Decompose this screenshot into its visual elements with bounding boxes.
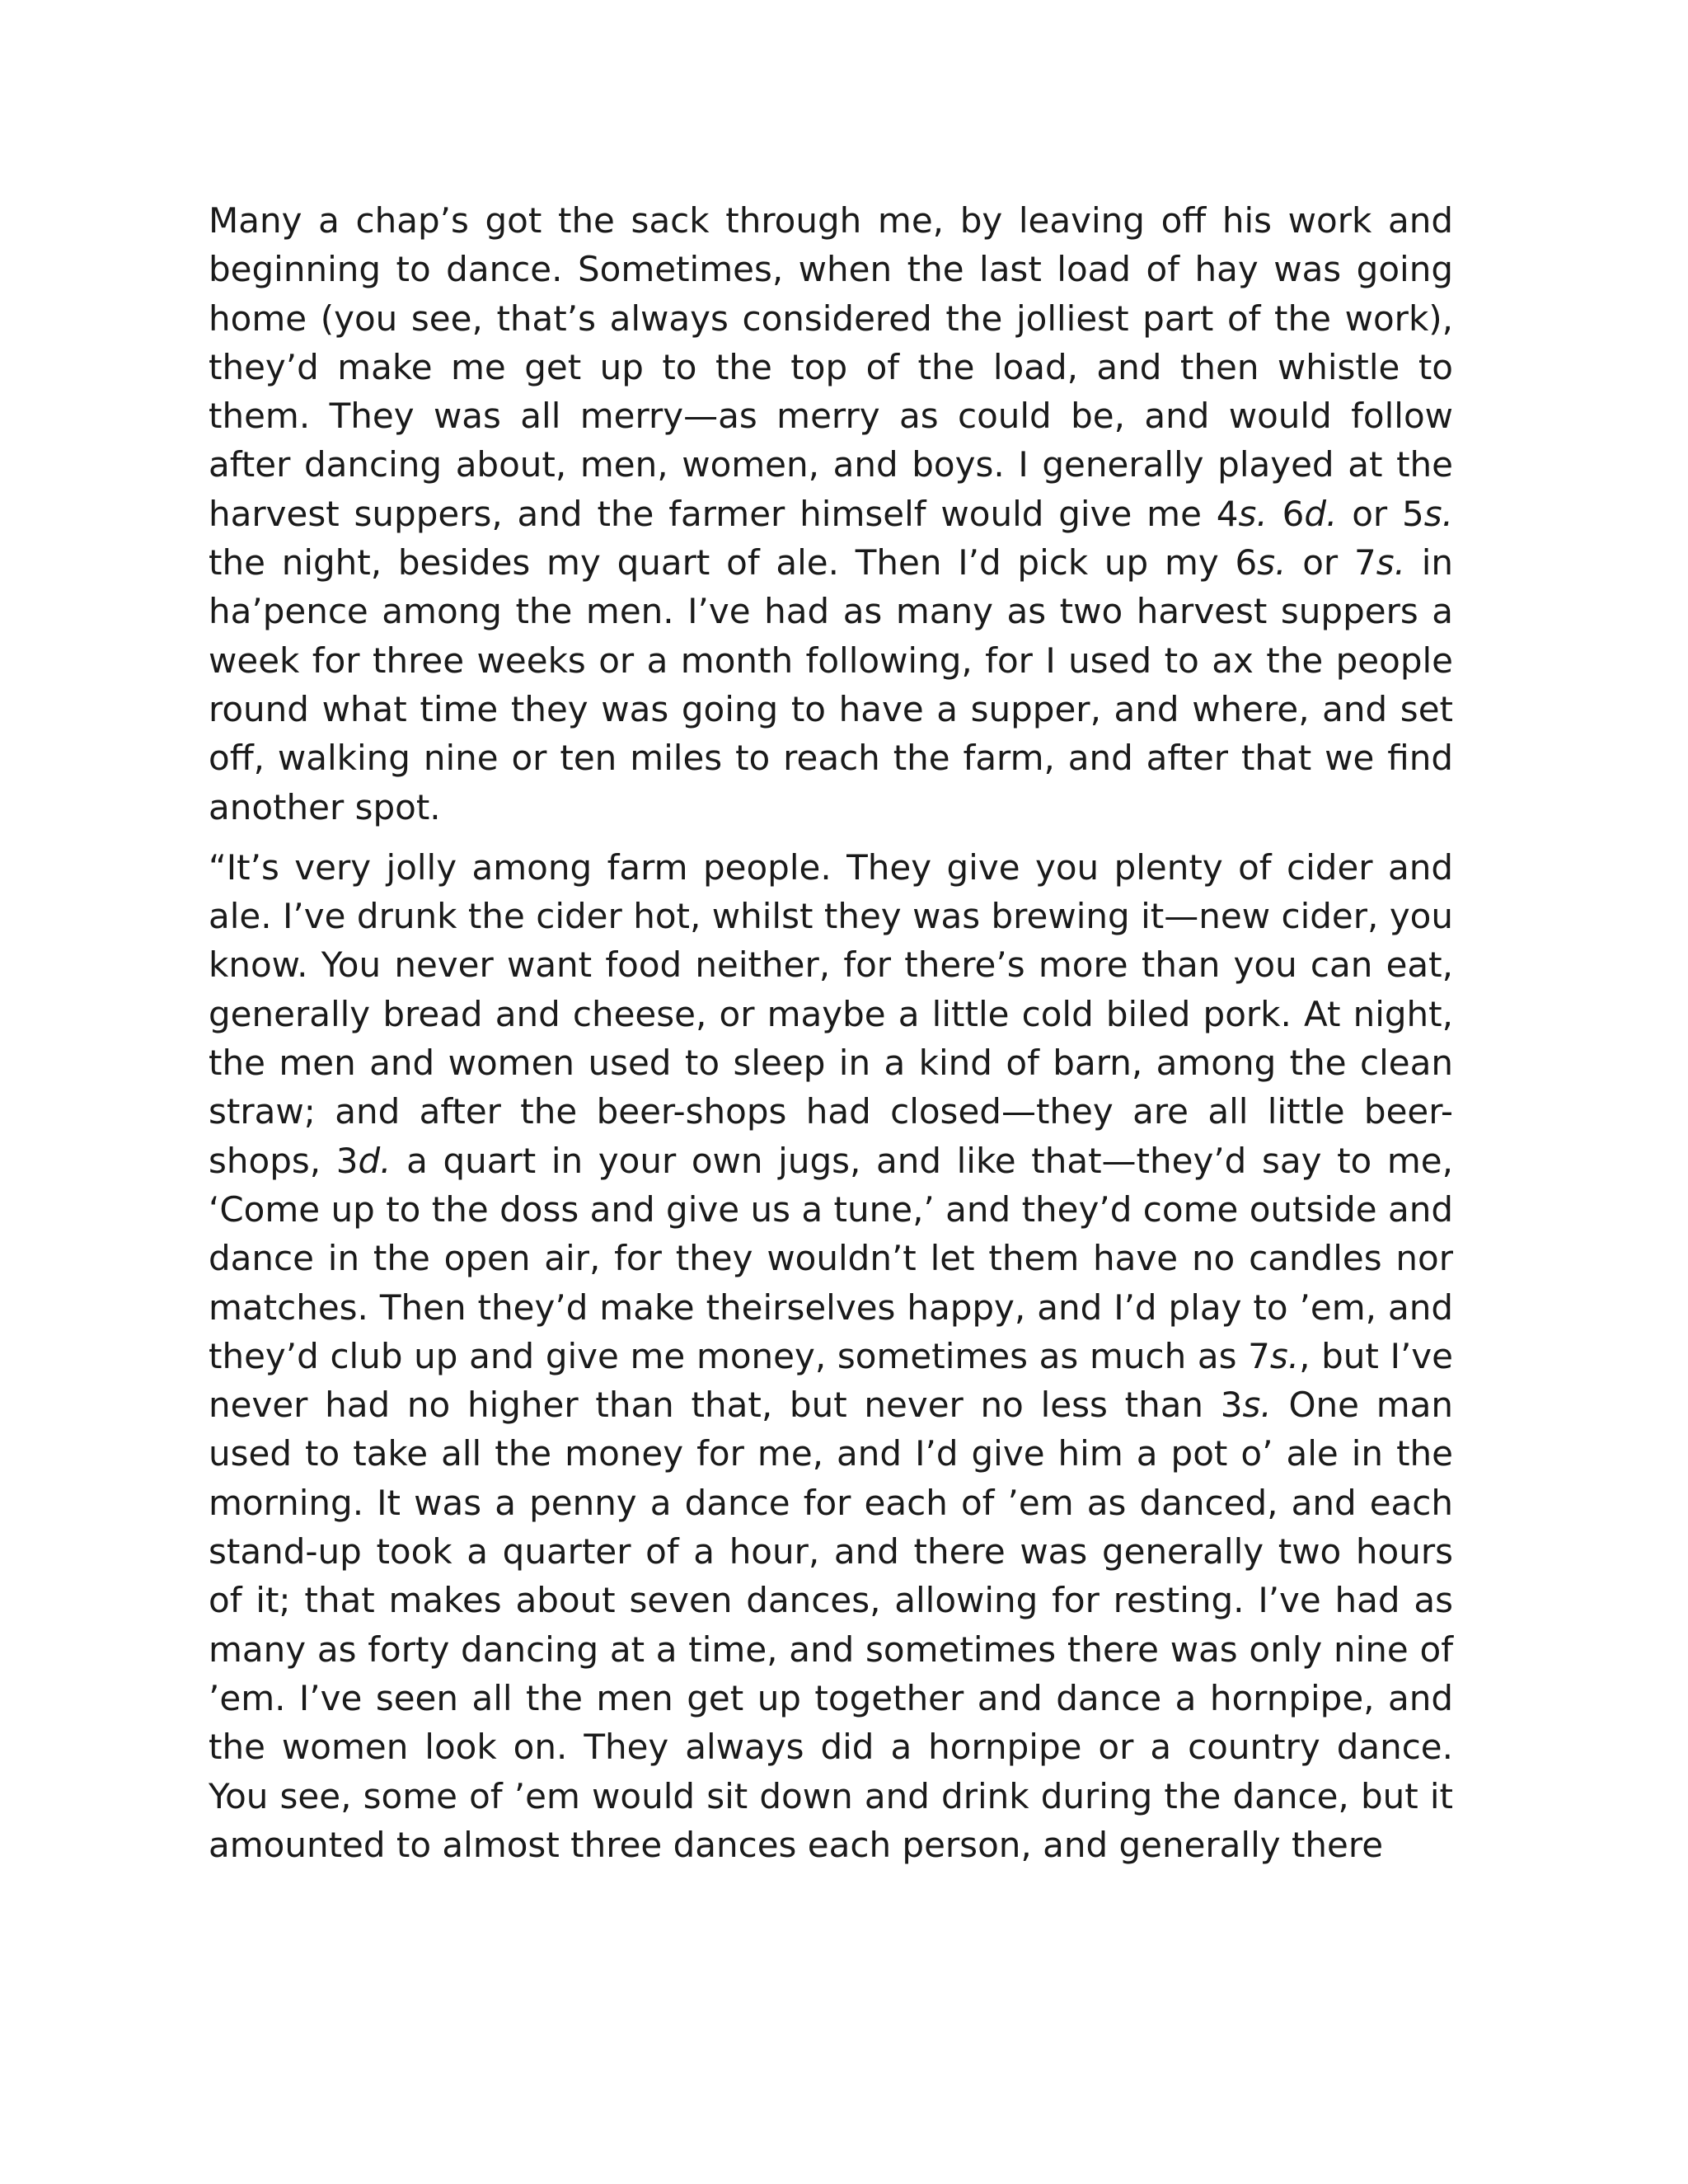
italic-text-run: s.	[1238, 493, 1268, 534]
text-run: or 7	[1286, 542, 1376, 583]
paragraph-harvest-suppers	[209, 196, 1453, 832]
italic-text-run: d.	[358, 1140, 392, 1181]
text-run: a quart in your own jugs, and like that—they’d say to me, ‘Come up to the doss and give us a tune,’ and they’d come outside and dance in the open air, for they wouldn’t let them have no candles nor matches. Then they’d make theirselves happy, and I’d play to ’em, and they’d club up and give me money, sometimes as much as 7	[209, 1140, 1453, 1376]
italic-text-run: s.	[1242, 1385, 1272, 1426]
paragraph-farm-people	[209, 843, 1453, 1869]
text-run: “It’s very jolly among farm people. They give you plenty of cider and ale. I’ve drunk the cider hot, whilst they was brewing it—new cider, you know. You never want food neither, for there’s more than you can eat, generally bread and cheese, or maybe a little cold biled pork. At night, the men and women used to sleep in a kind of barn, among the clean straw; and after the beer-shops had closed—they are all little beer-shops, 3	[209, 846, 1453, 1181]
text-run: or 5	[1337, 493, 1424, 534]
text-run: One man used to take all the money for me, and I’d give him a pot o’ ale in the morning. It was a penny a dance for each of ’em as danced, and each stand-up took a quarter of a hour, and there was generally two hours of it; that makes about seven dances, allowing for resting. I’ve had as many as forty dancing at a time, and sometimes there was only nine of ’em. I’ve seen all the men get up together and dance a hornpipe, and the women look on. They always did a hornpipe or a country dance. You see, some of ’em would sit down and drink during the dance, but it amounted to almost three dances each person, and generally there	[209, 1385, 1453, 1865]
document-page	[209, 196, 1453, 1869]
text-run: the night, besides my quart of ale. Then I’d pick up my 6	[209, 542, 1258, 583]
text-run: in ha’pence among the men. I’ve had as many as two harvest suppers a week for three weeks or a month following, for I used to ax the people round what time they was going to have a supper, and where, and set off, walking nine or ten miles to reach the farm, and after that we find another spot.	[209, 542, 1453, 827]
italic-text-run: s.	[1423, 493, 1454, 534]
italic-text-run: s.	[1376, 542, 1405, 583]
text-run: 6	[1267, 493, 1305, 534]
text-run: Many a chap’s got the sack through me, by leaving off his work and beginning to dance. Sometimes, when the last load of hay was going home (you see, that’s always considered the jolliest part of the work), they’d make me get up to the top of the load, and then whistle to them. They was all merry—as merry as could be, and would follow after dancing about, men, women, and boys. I generally played at the harvest suppers, and the farmer himself would give me 4	[209, 200, 1453, 534]
italic-text-run: s.	[1269, 1335, 1300, 1376]
text-run: , but I’ve never had no higher than that, but never no less than 3	[209, 1335, 1454, 1426]
italic-text-run: s.	[1257, 542, 1287, 583]
italic-text-run: d.	[1304, 493, 1338, 534]
